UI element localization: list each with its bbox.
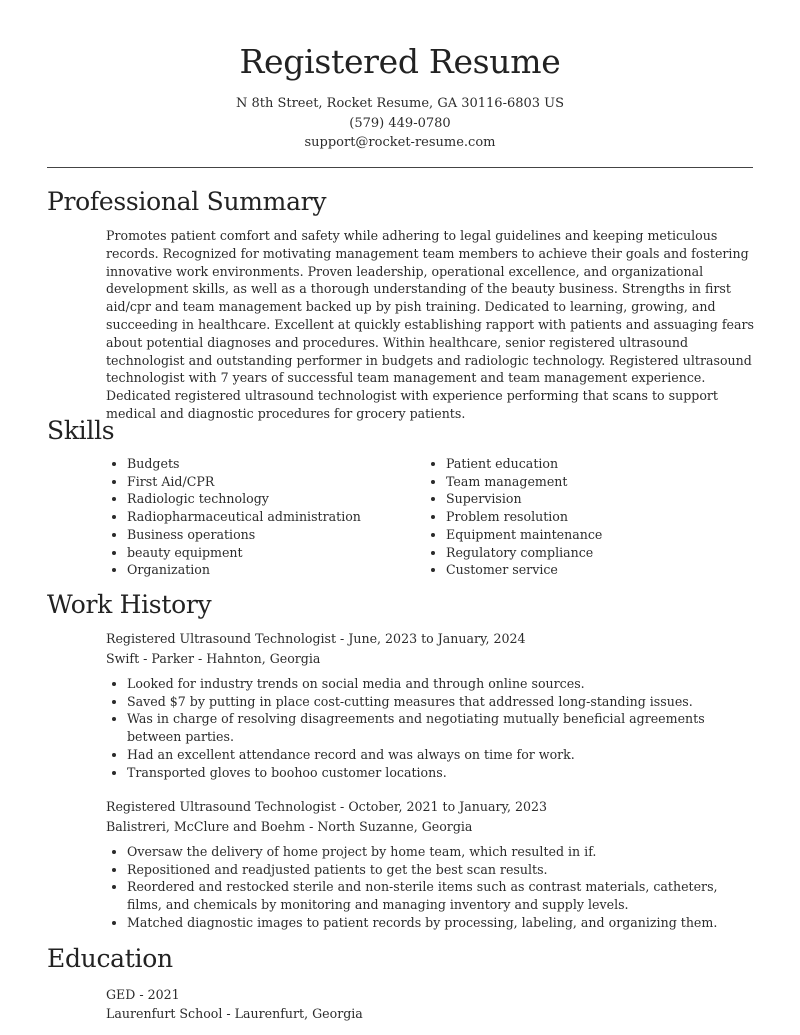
job-title-line: Registered Ultrasound Technologist - October, 2021 to January, 2023 <box>106 799 548 814</box>
skill-item: • Equipment maintenance <box>446 526 744 544</box>
skills-heading: Skills <box>47 416 115 445</box>
job-title-line: Registered Ultrasound Technologist - June, 2023 to January, 2024 <box>106 631 526 646</box>
header-divider <box>47 167 753 168</box>
resume-header <box>0 42 800 153</box>
job-bullet: • Reordered and restocked sterile and non-sterile items such as contrast materials, catheters, films, and chemicals by monitoring and managing inventory and supply levels. <box>127 878 756 913</box>
summary-heading: Professional Summary <box>47 187 327 216</box>
job-bullet: • Transported gloves to boohoo customer locations. <box>127 764 756 782</box>
education-entry <box>106 985 363 1023</box>
skill-item: • Radiopharmaceutical administration <box>127 508 425 526</box>
job-bullet: • Repositioned and readjusted patients to get the best scan results. <box>127 861 756 879</box>
skill-item: • Budgets <box>127 455 425 473</box>
work-history-heading: Work History <box>47 590 212 619</box>
contact-email: support@rocket-resume.com <box>304 135 496 150</box>
skills-column-left <box>106 455 425 579</box>
summary-text: Promotes patient comfort and safety while adhering to legal guidelines and keeping meticulous records. Recognized for motivating management team members to achieve their goals and fostering innovative work environments. Proven leadership, operational excellence, and organizational development skills, as well as a thorough understanding of the beauty business. Strengths in first aid/cpr and team management backed up by pish training. Dedicated to learning, growing, and succeeding in healthcare. Excellent at quickly establishing rapport with patients and assuaging fears about potential diagnoses and procedures. Within healthcare, senior registered ultrasound technologist and outstanding performer in budgets and radiologic technology. Registered ultrasound technologist with 7 years of successful team management and team management experience. Dedicated registered ultrasound technologist with experience performing that scans to support medical and diagnostic procedures for grocery patients. <box>106 228 754 421</box>
job-bullet: • Saved $7 by putting in place cost-cutting measures that addressed long-standing issues. <box>127 693 756 711</box>
candidate-name: Registered Resume <box>239 42 561 81</box>
job-bullet: • Oversaw the delivery of home project by home team, which resulted in if. <box>127 843 756 861</box>
skill-item: • First Aid/CPR <box>127 473 425 491</box>
job-bullet: • Was in charge of resolving disagreements and negotiating mutually beneficial agreements between parties. <box>127 710 756 745</box>
skill-item: • Radiologic technology <box>127 490 425 508</box>
skill-item: • Customer service <box>446 561 744 579</box>
skills-column-right <box>425 455 744 579</box>
skill-item: • Problem resolution <box>446 508 744 526</box>
skill-item: • Supervision <box>446 490 744 508</box>
job-bullets <box>106 843 756 932</box>
contact-phone: (579) 449-0780 <box>349 115 451 131</box>
skill-item: • Business operations <box>127 526 425 544</box>
skill-item: • Patient education <box>446 455 744 473</box>
job-entry <box>106 797 756 932</box>
skill-item: • Organization <box>127 561 425 579</box>
job-company-line: Balistreri, McClure and Boehm - North Suzanne, Georgia <box>106 819 473 834</box>
contact-address: N 8th Street, Rocket Resume, GA 30116-6803 US <box>235 96 565 111</box>
job-bullets <box>106 675 756 781</box>
skill-item: • Regulatory compliance <box>446 544 744 562</box>
education-degree-line: GED - 2021 <box>106 987 180 1002</box>
job-bullet: • Matched diagnostic images to patient records by processing, labeling, and organizing them. <box>127 914 756 932</box>
skills-list <box>106 455 756 579</box>
job-entry <box>106 629 756 781</box>
job-company-line: Swift - Parker - Hahnton, Georgia <box>106 651 321 666</box>
job-bullet: • Looked for industry trends on social media and through online sources. <box>127 675 756 693</box>
education-heading: Education <box>47 944 173 973</box>
skill-item: • Team management <box>446 473 744 491</box>
skill-item: • beauty equipment <box>127 544 425 562</box>
education-school-line: Laurenfurt School - Laurenfurt, Georgia <box>106 1006 363 1021</box>
job-bullet: • Had an excellent attendance record and was always on time for work. <box>127 746 756 764</box>
contact-block <box>0 94 800 153</box>
